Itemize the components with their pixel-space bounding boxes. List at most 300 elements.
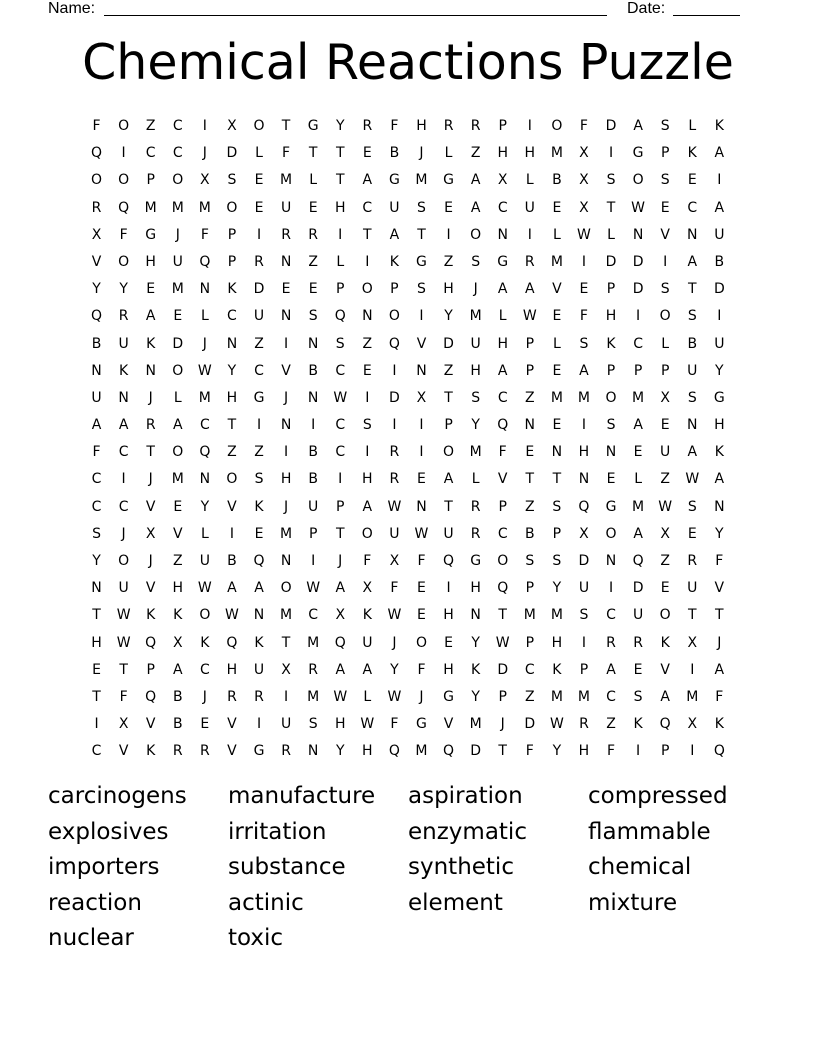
grid-letter: K bbox=[389, 253, 399, 270]
grid-letter: Z bbox=[362, 335, 373, 352]
grid-letter: P bbox=[579, 661, 589, 678]
grid-letter: G bbox=[470, 553, 482, 569]
grid-row bbox=[83, 711, 733, 738]
grid-letter: I bbox=[284, 335, 289, 352]
grid-letter: Q bbox=[199, 253, 211, 270]
grid-letter: H bbox=[524, 145, 536, 162]
grid-letter: F bbox=[525, 743, 534, 760]
grid-letter: Y bbox=[119, 281, 128, 298]
grid-letter: U bbox=[280, 716, 292, 733]
grid-letter: P bbox=[660, 145, 670, 162]
grid-letter: K bbox=[200, 634, 210, 651]
grid-letter: O bbox=[361, 281, 373, 298]
grid-letter: G bbox=[632, 145, 644, 162]
grid-letter: A bbox=[525, 281, 535, 298]
grid-letter: D bbox=[253, 281, 265, 298]
grid-letter: V bbox=[227, 498, 237, 515]
grid-letter: K bbox=[254, 498, 264, 515]
grid-letter: N bbox=[551, 444, 563, 461]
grid-letter: H bbox=[443, 661, 454, 678]
grid-letter: A bbox=[714, 199, 725, 216]
grid-letter: V bbox=[714, 580, 725, 597]
grid-row bbox=[83, 195, 733, 222]
grid-letter: F bbox=[282, 145, 291, 162]
grid-letter: M bbox=[415, 743, 428, 760]
grid-letter: B bbox=[524, 525, 535, 542]
grid-letter: M bbox=[469, 308, 482, 325]
grid-letter: V bbox=[416, 335, 427, 352]
word-bank-item: substance bbox=[228, 854, 346, 881]
grid-letter: L bbox=[498, 308, 507, 325]
grid-letter: A bbox=[227, 580, 237, 597]
grid-row bbox=[83, 140, 733, 167]
grid-letter: E bbox=[362, 145, 372, 162]
grid-letter: B bbox=[172, 688, 183, 705]
grid-letter: U bbox=[443, 525, 454, 542]
grid-letter: V bbox=[145, 580, 156, 597]
grid-letter: J bbox=[202, 688, 207, 705]
grid-letter: A bbox=[362, 172, 373, 189]
grid-letter: N bbox=[199, 281, 211, 298]
grid-letter: N bbox=[280, 308, 292, 325]
grid-letter: X bbox=[172, 634, 183, 651]
grid-letter: N bbox=[470, 607, 481, 624]
grid-letter: I bbox=[419, 444, 424, 461]
grid-letter: Q bbox=[91, 308, 103, 325]
grid-row bbox=[83, 657, 733, 684]
name-label: Name: bbox=[48, 0, 96, 17]
grid-letter: A bbox=[91, 417, 102, 434]
grid-letter: S bbox=[660, 281, 670, 298]
grid-letter: C bbox=[497, 199, 508, 216]
grid-letter: R bbox=[91, 199, 102, 216]
grid-letter: X bbox=[416, 389, 427, 406]
grid-letter: A bbox=[254, 580, 264, 597]
grid-letter: D bbox=[632, 281, 644, 298]
word-bank-item: element bbox=[408, 889, 503, 916]
word-bank-item: manufacture bbox=[228, 783, 376, 809]
grid-letter: O bbox=[388, 308, 400, 325]
grid-letter: X bbox=[227, 118, 237, 134]
grid-letter: O bbox=[226, 199, 238, 216]
grid-letter: N bbox=[416, 362, 427, 379]
grid-letter: I bbox=[392, 362, 397, 379]
grid-letter: E bbox=[660, 580, 670, 597]
grid-letter: P bbox=[146, 661, 155, 678]
grid-letter: K bbox=[146, 607, 156, 624]
grid-letter: Q bbox=[145, 688, 157, 705]
grid-letter: X bbox=[118, 716, 129, 733]
grid-letter: X bbox=[579, 199, 589, 216]
word-bank-row bbox=[48, 887, 768, 923]
grid-letter: N bbox=[578, 471, 590, 488]
grid-letter: X bbox=[335, 607, 346, 624]
grid-letter: E bbox=[552, 199, 562, 216]
grid-letter: M bbox=[144, 199, 157, 216]
grid-letter: Q bbox=[388, 335, 400, 352]
grid-letter: K bbox=[119, 362, 129, 379]
grid-letter: E bbox=[92, 661, 101, 678]
grid-row bbox=[83, 575, 733, 602]
grid-letter: A bbox=[606, 661, 616, 678]
grid-letter: R bbox=[470, 118, 481, 134]
grid-letter: J bbox=[473, 281, 478, 298]
grid-letter: S bbox=[606, 417, 616, 434]
grid-letter: O bbox=[226, 471, 238, 488]
grid-letter: X bbox=[579, 172, 589, 189]
grid-letter: Y bbox=[471, 688, 480, 705]
grid-letter: U bbox=[389, 199, 400, 216]
grid-letter: P bbox=[336, 281, 345, 298]
grid-letter: I bbox=[284, 444, 289, 461]
grid-letter: F bbox=[390, 118, 399, 134]
grid-letter: G bbox=[253, 743, 265, 760]
date-field-line bbox=[673, 0, 740, 16]
grid-letter: N bbox=[632, 226, 644, 243]
grid-letter: Y bbox=[444, 308, 453, 325]
grid-letter: C bbox=[91, 471, 102, 488]
grid-letter: Z bbox=[660, 471, 670, 488]
grid-letter: I bbox=[202, 118, 207, 134]
grid-letter: Q bbox=[659, 716, 671, 733]
grid-letter: I bbox=[663, 253, 668, 270]
grid-letter: Y bbox=[92, 281, 101, 298]
grid-letter: T bbox=[687, 281, 697, 298]
word-bank-item: compressed bbox=[588, 783, 728, 809]
grid-letter: E bbox=[254, 172, 264, 189]
grid-letter: V bbox=[227, 716, 237, 733]
grid-letter: L bbox=[688, 118, 697, 134]
grid-letter: I bbox=[256, 716, 262, 733]
grid-letter: U bbox=[578, 580, 590, 597]
grid-letter: V bbox=[145, 498, 156, 515]
grid-letter: S bbox=[308, 308, 318, 325]
grid-letter: Z bbox=[660, 553, 670, 569]
grid-letter: I bbox=[690, 743, 695, 760]
grid-letter: P bbox=[498, 498, 507, 515]
grid-letter: Z bbox=[524, 688, 535, 705]
grid-row bbox=[83, 331, 733, 358]
grid-letter: Q bbox=[443, 553, 455, 569]
grid-letter: D bbox=[389, 389, 400, 406]
grid-letter: S bbox=[687, 498, 697, 515]
grid-letter: M bbox=[550, 253, 563, 270]
grid-letter: I bbox=[121, 145, 126, 162]
grid-letter: I bbox=[581, 417, 587, 434]
grid-letter: X bbox=[579, 525, 589, 542]
grid-row bbox=[83, 303, 733, 330]
word-bank-item: carcinogens bbox=[48, 783, 187, 809]
grid-letter: N bbox=[199, 471, 211, 488]
grid-letter: I bbox=[365, 389, 370, 406]
grid-letter: F bbox=[498, 444, 507, 461]
grid-letter: O bbox=[172, 362, 184, 379]
grid-letter: G bbox=[388, 172, 400, 189]
grid-letter: U bbox=[172, 253, 183, 270]
grid-row bbox=[83, 466, 733, 493]
grid-letter: O bbox=[253, 118, 265, 134]
grid-letter: K bbox=[146, 335, 156, 352]
grid-letter: Y bbox=[200, 498, 210, 515]
grid-letter: O bbox=[199, 607, 211, 624]
grid-letter: L bbox=[525, 172, 534, 189]
grid-letter: C bbox=[91, 498, 102, 515]
grid-letter: Z bbox=[443, 253, 454, 270]
grid-letter: A bbox=[714, 145, 725, 162]
grid-letter: R bbox=[308, 661, 319, 678]
grid-letter: M bbox=[550, 145, 563, 162]
grid-letter: X bbox=[200, 172, 210, 189]
grid-letter: T bbox=[92, 688, 101, 705]
grid-letter: W bbox=[631, 199, 646, 216]
grid-letter: S bbox=[471, 253, 481, 270]
grid-letter: S bbox=[525, 553, 535, 569]
grid-letter: C bbox=[497, 525, 508, 542]
grid-letter: Z bbox=[172, 553, 183, 569]
grid-letter: L bbox=[200, 308, 209, 325]
grid-letter: C bbox=[172, 145, 183, 162]
grid-letter: T bbox=[606, 199, 616, 216]
grid-letter: I bbox=[338, 471, 343, 488]
grid-letter: O bbox=[497, 553, 509, 569]
grid-letter: J bbox=[500, 716, 505, 733]
grid-row bbox=[83, 113, 733, 140]
grid-letter: G bbox=[443, 172, 454, 189]
grid-letter: J bbox=[202, 145, 207, 162]
grid-letter: F bbox=[92, 118, 101, 134]
grid-letter: L bbox=[200, 525, 209, 542]
grid-letter: M bbox=[171, 471, 184, 488]
grid-letter: U bbox=[632, 607, 644, 624]
grid-letter: O bbox=[118, 118, 130, 134]
grid-letter: M bbox=[469, 444, 482, 461]
grid-letter: W bbox=[685, 471, 700, 488]
grid-letter: C bbox=[524, 661, 535, 678]
grid-letter: O bbox=[118, 553, 130, 569]
grid-letter: E bbox=[417, 471, 426, 488]
grid-letter: A bbox=[389, 226, 400, 243]
grid-letter: I bbox=[365, 253, 370, 270]
grid-letter: D bbox=[632, 253, 644, 270]
grid-letter: Z bbox=[524, 498, 535, 515]
grid-letter: L bbox=[661, 335, 670, 352]
grid-letter: U bbox=[660, 444, 671, 461]
grid-letter: G bbox=[416, 253, 427, 270]
grid-letter: N bbox=[605, 553, 617, 569]
grid-letter: X bbox=[91, 226, 102, 243]
grid-letter: A bbox=[172, 417, 183, 434]
grid-letter: B bbox=[687, 335, 698, 352]
grid-letter: U bbox=[714, 335, 725, 352]
grid-letter: I bbox=[311, 417, 316, 434]
grid-letter: N bbox=[253, 607, 265, 624]
grid-letter: Q bbox=[578, 498, 590, 515]
grid-letter: W bbox=[197, 580, 212, 597]
grid-letter: Z bbox=[145, 118, 156, 134]
grid-letter: V bbox=[227, 743, 237, 760]
name-field-line bbox=[104, 0, 607, 16]
grid-letter: T bbox=[363, 226, 372, 243]
word-bank-item: actinic bbox=[228, 889, 304, 916]
grid-letter: A bbox=[687, 253, 698, 270]
grid-letter: X bbox=[660, 389, 670, 406]
grid-letter: A bbox=[118, 417, 129, 434]
grid-letter: F bbox=[119, 226, 128, 243]
grid-letter: T bbox=[335, 145, 345, 162]
grid-letter: F bbox=[606, 743, 616, 760]
grid-letter: J bbox=[121, 525, 126, 542]
grid-letter: P bbox=[227, 226, 237, 243]
grid-letter: F bbox=[715, 688, 724, 705]
grid-letter: T bbox=[444, 389, 453, 406]
grid-letter: V bbox=[443, 716, 454, 733]
grid-letter: D bbox=[443, 335, 454, 352]
grid-letter: P bbox=[498, 118, 507, 134]
grid-letter: E bbox=[254, 199, 264, 216]
grid-letter: B bbox=[91, 335, 102, 352]
grid-letter: R bbox=[172, 743, 183, 760]
grid-letter: I bbox=[446, 580, 451, 597]
grid-letter: R bbox=[254, 253, 264, 270]
grid-letter: U bbox=[253, 308, 265, 325]
grid-letter: D bbox=[172, 335, 184, 352]
grid-letter: X bbox=[362, 580, 373, 597]
grid-letter: G bbox=[253, 389, 265, 406]
grid-letter: A bbox=[579, 362, 589, 379]
grid-letter: N bbox=[145, 362, 156, 379]
grid-letter: E bbox=[660, 417, 670, 434]
grid-letter: C bbox=[606, 607, 616, 624]
grid-letter: N bbox=[118, 389, 129, 406]
grid-letter: C bbox=[335, 362, 346, 379]
grid-letter: N bbox=[280, 253, 292, 270]
grid-letter: H bbox=[443, 607, 454, 624]
word-bank-row bbox=[48, 780, 768, 816]
grid-letter: A bbox=[497, 281, 508, 298]
grid-letter: O bbox=[605, 525, 617, 542]
grid-letter: T bbox=[525, 471, 535, 488]
grid-letter: F bbox=[200, 226, 209, 243]
grid-letter: J bbox=[148, 389, 153, 406]
grid-letter: X bbox=[145, 525, 156, 542]
grid-letter: B bbox=[172, 716, 183, 733]
grid-letter: E bbox=[200, 716, 210, 733]
grid-letter: Y bbox=[335, 743, 345, 760]
grid-letter: Z bbox=[227, 444, 237, 461]
grid-letter: W bbox=[522, 308, 537, 325]
grid-letter: M bbox=[550, 607, 563, 624]
grid-letter: H bbox=[145, 253, 156, 270]
grid-letter: K bbox=[471, 661, 481, 678]
grid-letter: X bbox=[281, 661, 291, 678]
grid-letter: R bbox=[254, 688, 264, 705]
grid-letter: Q bbox=[713, 743, 725, 760]
grid-letter: O bbox=[91, 172, 103, 189]
grid-letter: R bbox=[470, 525, 481, 542]
grid-letter: Q bbox=[118, 199, 130, 216]
grid-letter: A bbox=[362, 661, 373, 678]
grid-letter: B bbox=[308, 362, 318, 379]
grid-letter: L bbox=[173, 389, 182, 406]
grid-letter: G bbox=[605, 498, 617, 515]
grid-letter: S bbox=[660, 172, 670, 189]
grid-letter: M bbox=[307, 634, 320, 651]
grid-letter: C bbox=[145, 145, 156, 162]
word-bank-item: chemical bbox=[588, 854, 692, 881]
grid-letter: K bbox=[254, 634, 264, 651]
grid-letter: W bbox=[549, 716, 564, 733]
grid-letter: S bbox=[417, 281, 426, 298]
grid-letter: A bbox=[633, 417, 643, 434]
grid-letter: V bbox=[660, 226, 670, 243]
grid-letter: F bbox=[417, 661, 426, 678]
grid-letter: O bbox=[118, 172, 130, 189]
grid-letter: N bbox=[280, 553, 292, 569]
word-bank-item: flammable bbox=[588, 818, 711, 845]
grid-letter: J bbox=[148, 553, 153, 569]
grid-letter: E bbox=[579, 281, 589, 298]
grid-letter: D bbox=[470, 743, 482, 760]
word-bank bbox=[48, 780, 768, 958]
grid-letter: K bbox=[714, 118, 724, 134]
grid-letter: I bbox=[256, 226, 262, 243]
grid-letter: H bbox=[470, 580, 481, 597]
grid-letter: S bbox=[579, 335, 589, 352]
grid-letter: P bbox=[660, 362, 670, 379]
word-bank-item: explosives bbox=[48, 818, 169, 845]
grid-letter: H bbox=[91, 634, 102, 651]
grid-letter: Q bbox=[497, 580, 509, 597]
worksheet-header bbox=[48, 0, 748, 22]
grid-letter: F bbox=[579, 308, 588, 325]
grid-letter: L bbox=[444, 145, 453, 162]
grid-letter: D bbox=[632, 580, 644, 597]
grid-letter: Q bbox=[91, 145, 103, 162]
grid-letter: W bbox=[197, 362, 212, 379]
grid-letter: E bbox=[552, 417, 562, 434]
grid-row bbox=[83, 249, 733, 276]
grid-letter: M bbox=[415, 172, 428, 189]
grid-letter: E bbox=[362, 362, 372, 379]
grid-letter: S bbox=[92, 525, 101, 542]
grid-letter: R bbox=[145, 417, 156, 434]
grid-letter: H bbox=[551, 634, 563, 651]
grid-row bbox=[83, 684, 733, 711]
grid-letter: W bbox=[658, 498, 673, 515]
grid-letter: S bbox=[471, 389, 481, 406]
grid-letter: F bbox=[92, 444, 101, 461]
word-bank-row bbox=[48, 816, 768, 852]
grid-letter: U bbox=[389, 525, 400, 542]
grid-letter: H bbox=[362, 471, 373, 488]
letter-grid bbox=[83, 113, 733, 766]
grid-letter: E bbox=[444, 199, 453, 216]
grid-row bbox=[83, 630, 733, 657]
grid-letter: U bbox=[253, 661, 265, 678]
grid-letter: R bbox=[443, 118, 454, 134]
grid-letter: O bbox=[632, 172, 644, 189]
grid-row bbox=[83, 167, 733, 194]
grid-letter: Z bbox=[470, 145, 481, 162]
grid-letter: U bbox=[118, 580, 129, 597]
grid-letter: U bbox=[470, 335, 481, 352]
grid-letter: J bbox=[148, 471, 153, 488]
grid-letter: E bbox=[660, 199, 670, 216]
grid-letter: U bbox=[714, 226, 725, 243]
grid-letter: M bbox=[469, 716, 482, 733]
grid-letter: T bbox=[92, 607, 101, 624]
grid-letter: F bbox=[363, 553, 372, 569]
